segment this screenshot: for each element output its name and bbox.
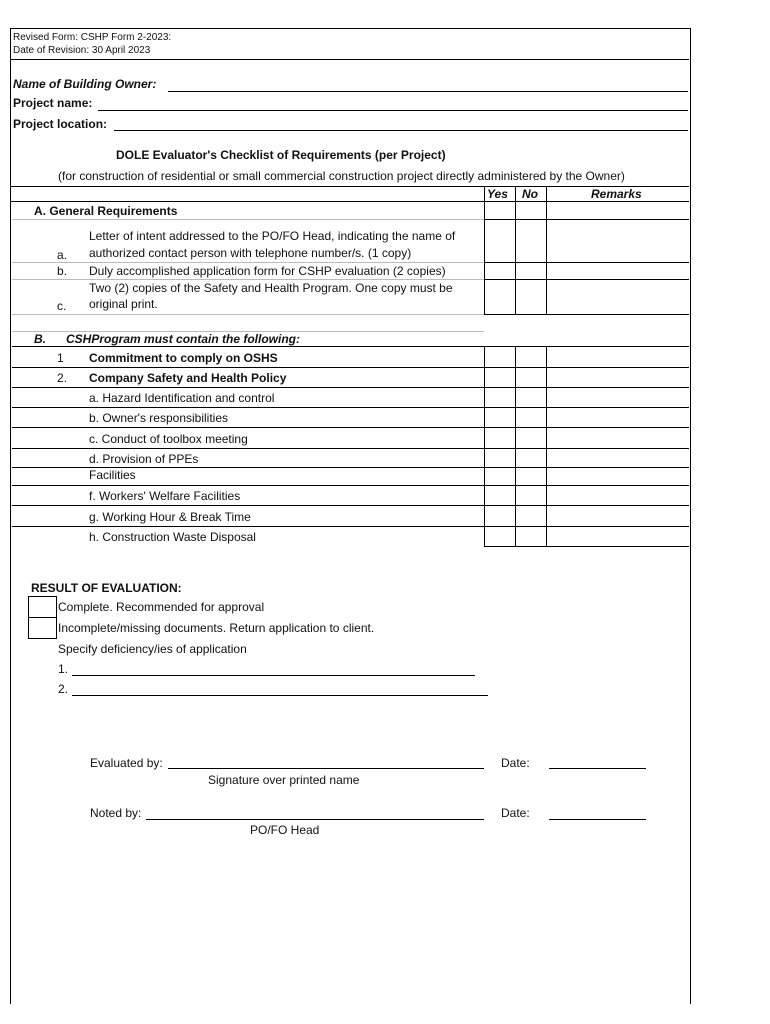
grid-line	[12, 367, 689, 368]
incomplete-option-label: Incomplete/missing documents. Return application to client.	[58, 621, 375, 635]
grid-line	[484, 262, 689, 263]
incomplete-checkbox[interactable]	[28, 617, 57, 639]
complete-checkbox[interactable]	[28, 596, 57, 618]
item-c-line2: original print.	[89, 297, 158, 311]
row-divider	[12, 279, 484, 280]
b-subitem: d. Provision of PPEs	[89, 452, 199, 466]
b-subitem: b. Owner's responsibilities	[89, 411, 229, 425]
item-a-line1: Letter of intent addressed to the PO/FO Head, indicating the name of	[89, 229, 456, 243]
b-item-2-num: 2.	[57, 371, 68, 385]
header-row-divider	[10, 201, 689, 202]
item-b-letter: b.	[57, 264, 68, 278]
grid-line	[484, 546, 689, 547]
grid-line	[546, 346, 547, 546]
grid-line	[12, 526, 689, 527]
complete-option-label: Complete. Recommended for approval	[58, 600, 265, 614]
item-a-letter: a.	[57, 248, 68, 262]
b-subitem: h. Construction Waste Disposal	[89, 530, 256, 544]
grid-line	[12, 505, 689, 506]
no-header: No	[522, 187, 538, 201]
item-c-letter: c.	[57, 299, 67, 313]
title-divider	[10, 186, 689, 187]
owner-label: Name of Building Owner:	[13, 77, 157, 91]
signature-caption: Signature over printed name	[208, 773, 360, 787]
b-item-1-num: 1	[57, 351, 64, 365]
grid-line	[12, 387, 689, 388]
b-subitem: a. Hazard Identification and control	[89, 391, 275, 405]
item-b-line1: Duly accomplished application form for CSHP evaluation (2 copies)	[89, 264, 446, 278]
remarks-header: Remarks	[591, 187, 642, 201]
noted-by-label: Noted by:	[90, 806, 142, 820]
checklist-subtitle: (for construction of residential or small commercial construction project directly administered by the Owner)	[58, 169, 625, 183]
grid-line	[484, 314, 689, 315]
result-title: RESULT OF EVALUATION:	[31, 581, 182, 595]
checklist-title: DOLE Evaluator's Checklist of Requirements (per Project)	[116, 148, 446, 162]
b-subitem: g. Working Hour & Break Time	[89, 510, 251, 524]
b-item-1-text: Commitment to comply on OSHS	[89, 351, 278, 365]
grid-line	[515, 346, 516, 546]
b-subitem: Facilities	[89, 468, 136, 482]
project-location-label: Project location:	[13, 117, 108, 131]
owner-field[interactable]	[168, 91, 688, 92]
revised-form-label: Revised Form: CSHP Form 2-2023:	[13, 32, 172, 43]
specify-label: Specify deficiency/ies of application	[58, 642, 247, 656]
project-name-field[interactable]	[98, 110, 688, 111]
noted-date-field[interactable]	[549, 819, 646, 820]
grid-line	[12, 448, 689, 449]
yes-header: Yes	[487, 187, 508, 201]
grid-line	[484, 219, 689, 220]
row-divider	[12, 314, 484, 315]
noted-by-field[interactable]	[146, 819, 484, 820]
grid-line	[484, 346, 485, 546]
item-a-line2: authorized contact person with telephone number/s. (1 copy)	[89, 246, 412, 260]
section-b-title: CSHProgram must contain the following:	[66, 332, 301, 346]
evaluated-date-label: Date:	[501, 756, 530, 770]
grid-line	[546, 186, 547, 314]
grid-line	[12, 407, 689, 408]
noted-caption: PO/FO Head	[250, 823, 320, 837]
grid-line	[12, 485, 689, 486]
b-subitem: f. Workers' Welfare Facilities	[89, 489, 241, 503]
section-b-divider	[12, 346, 689, 347]
revision-date-label: Date of Revision: 30 April 2023	[13, 45, 151, 56]
grid-line	[12, 427, 689, 428]
project-location-field[interactable]	[114, 130, 688, 131]
grid-line	[515, 186, 516, 314]
deficiency-1-num: 1.	[58, 662, 69, 676]
grid-line	[484, 279, 689, 280]
noted-date-label: Date:	[501, 806, 530, 820]
deficiency-2-field[interactable]	[72, 695, 488, 696]
evaluated-by-label: Evaluated by:	[90, 756, 163, 770]
deficiency-1-field[interactable]	[72, 675, 475, 676]
evaluated-by-field[interactable]	[168, 768, 484, 769]
evaluated-date-field[interactable]	[549, 768, 646, 769]
b-item-2-text: Company Safety and Health Policy	[89, 371, 287, 385]
section-a-title: A. General Requirements	[34, 204, 178, 218]
project-name-label: Project name:	[13, 96, 93, 110]
deficiency-2-num: 2.	[58, 682, 69, 696]
b-subitem: c. Conduct of toolbox meeting	[89, 432, 248, 446]
section-b-letter: B.	[34, 332, 46, 346]
item-c-line1: Two (2) copies of the Safety and Health Program. One copy must be	[89, 281, 453, 295]
row-divider	[12, 219, 484, 220]
header-divider	[10, 59, 689, 60]
row-divider	[12, 262, 484, 263]
grid-line	[484, 186, 485, 314]
